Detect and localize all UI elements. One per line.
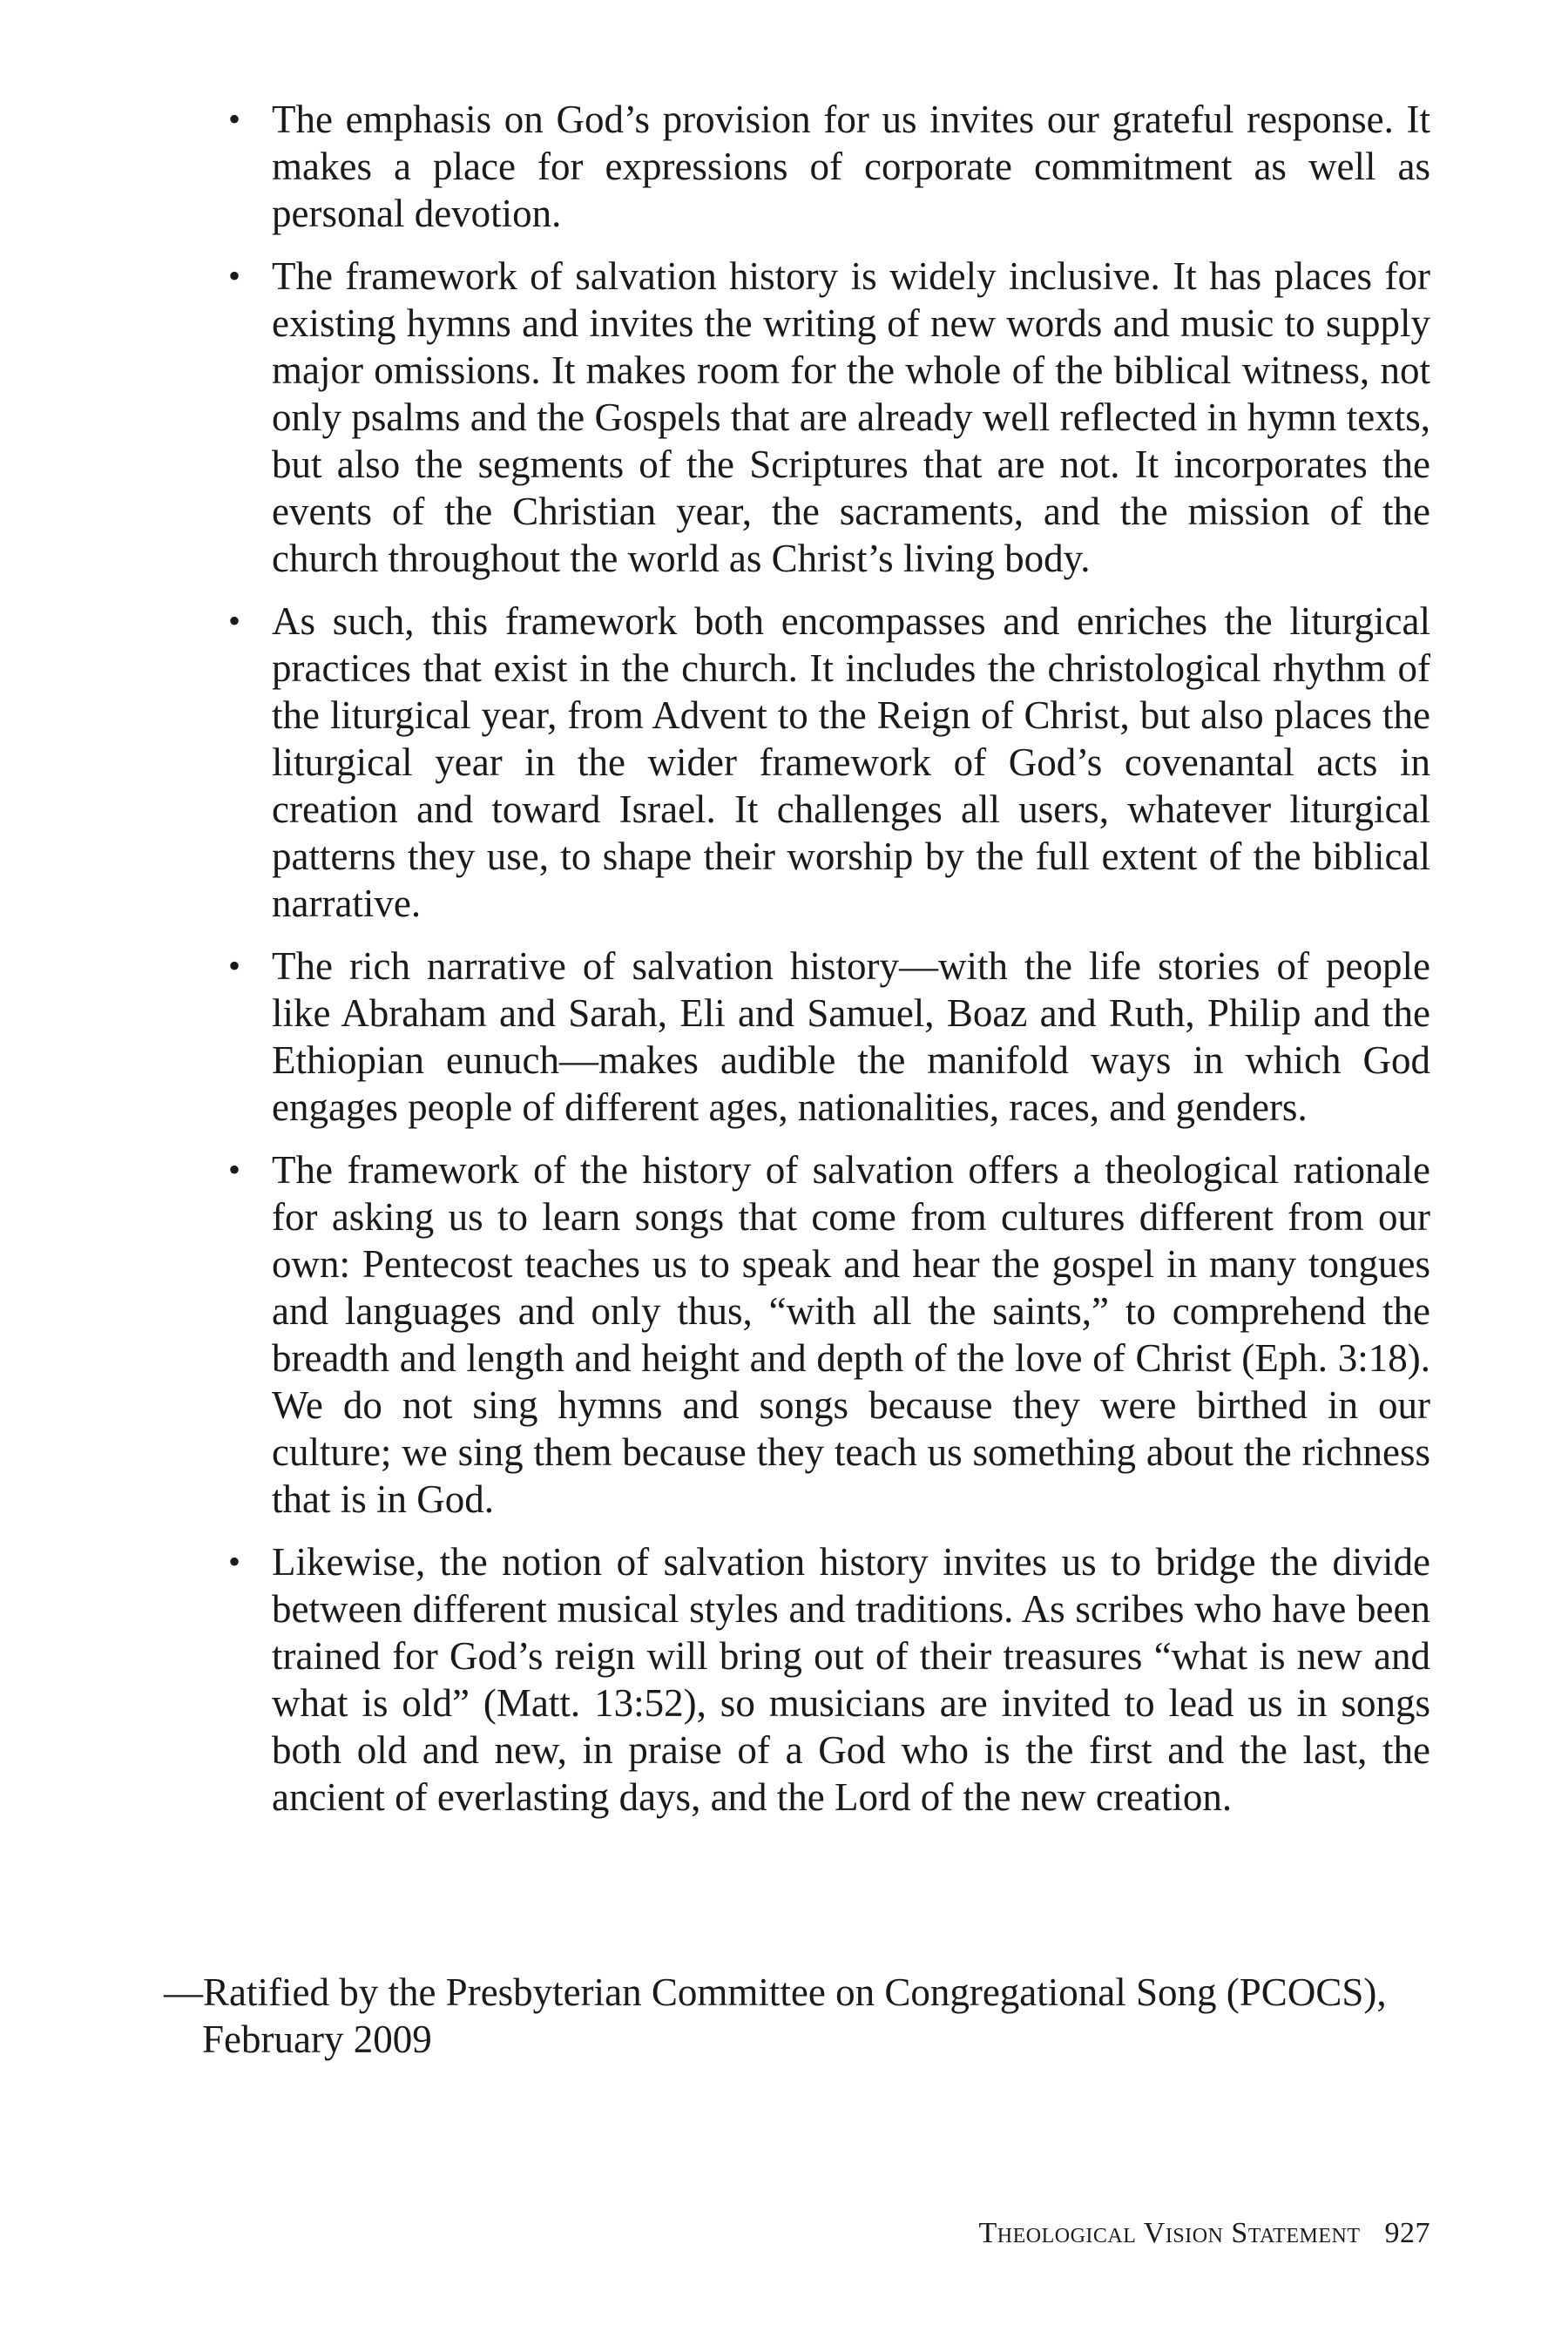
attribution-line: —Ratified by the Presbyterian Committee on Congregational Song (PCOCS), February 2009 xyxy=(164,1970,1387,2061)
bullet-text: The framework of the history of salvation offers a theological rationale for asking us to learn songs that come from cultures different from our own: Pentecost teaches us to speak and hear the gospel in many tongues and languages and only thus, “with all the saints,” to comprehend the breadth and length and height and depth of the love of Christ (Eph. 3:18). We do not sing hymns and songs because they were birthed in our culture; we sing them because they teach us something about the richness that is in God. xyxy=(272,1148,1430,1521)
bullet-list xyxy=(228,96,1430,1836)
list-item xyxy=(228,96,1430,237)
list-item xyxy=(228,598,1430,927)
page-footer xyxy=(979,2216,1430,2251)
list-item xyxy=(228,253,1430,582)
bullet-marker: • xyxy=(228,99,241,139)
list-item xyxy=(228,943,1430,1131)
bullet-marker: • xyxy=(228,256,241,295)
bullet-marker: • xyxy=(228,601,241,640)
bullet-text: Likewise, the notion of salvation history invites us to bridge the divide between different musical styles and traditions. As scribes who have been trained for God’s reign will bring out of their treasures “what is new and what is old” (Matt. 13:52), so musicians are invited to lead us in songs both old and new, in praise of a God who is the first and the last, the ancient of everlasting days, and the Lord of the new creation. xyxy=(272,1540,1430,1819)
bullet-marker: • xyxy=(228,1542,241,1581)
bullet-text: The emphasis on God’s provision for us invites our grateful response. It makes a place for expressions of corporate commitment as well as personal devotion. xyxy=(272,98,1430,235)
page-number: 927 xyxy=(1384,2217,1430,2249)
list-item xyxy=(228,1538,1430,1821)
bullet-marker: • xyxy=(228,946,241,985)
running-head: Theological Vision Statement xyxy=(978,2217,1361,2249)
bullet-text: The rich narrative of salvation history—with the life stories of people like Abraham and Sarah, Eli and Samuel, Boaz and Ruth, Philip and the Ethiopian eunuch—makes audible the manifold ways in which God engages people of different ages, nationalities, races, and genders. xyxy=(272,944,1430,1129)
bullet-text: The framework of salvation history is widely inclusive. It has places for existing hymns and invites the writing of new words and music to supply major omissions. It makes room for the whole of the biblical witness, not only psalms and the Gospels that are already well reflected in hymn texts, but also the segments of the Scriptures that are not. It incorporates the events of the Christian year, the sacraments, and the mission of the church throughout the world as Christ’s living body. xyxy=(272,254,1430,580)
bullet-marker: • xyxy=(228,1150,241,1189)
bullet-text: As such, this framework both encompasses and enriches the liturgical practices that exist in the church. It includes the christological rhythm of the liturgical year, from Advent to the Reign of Christ, but also places the liturgical year in the wider framework of God’s covenantal acts in creation and toward Israel. It challenges all users, whatever liturgical patterns they use, to shape their worship by the full extent of the biblical narrative. xyxy=(272,599,1430,925)
list-item xyxy=(228,1146,1430,1523)
